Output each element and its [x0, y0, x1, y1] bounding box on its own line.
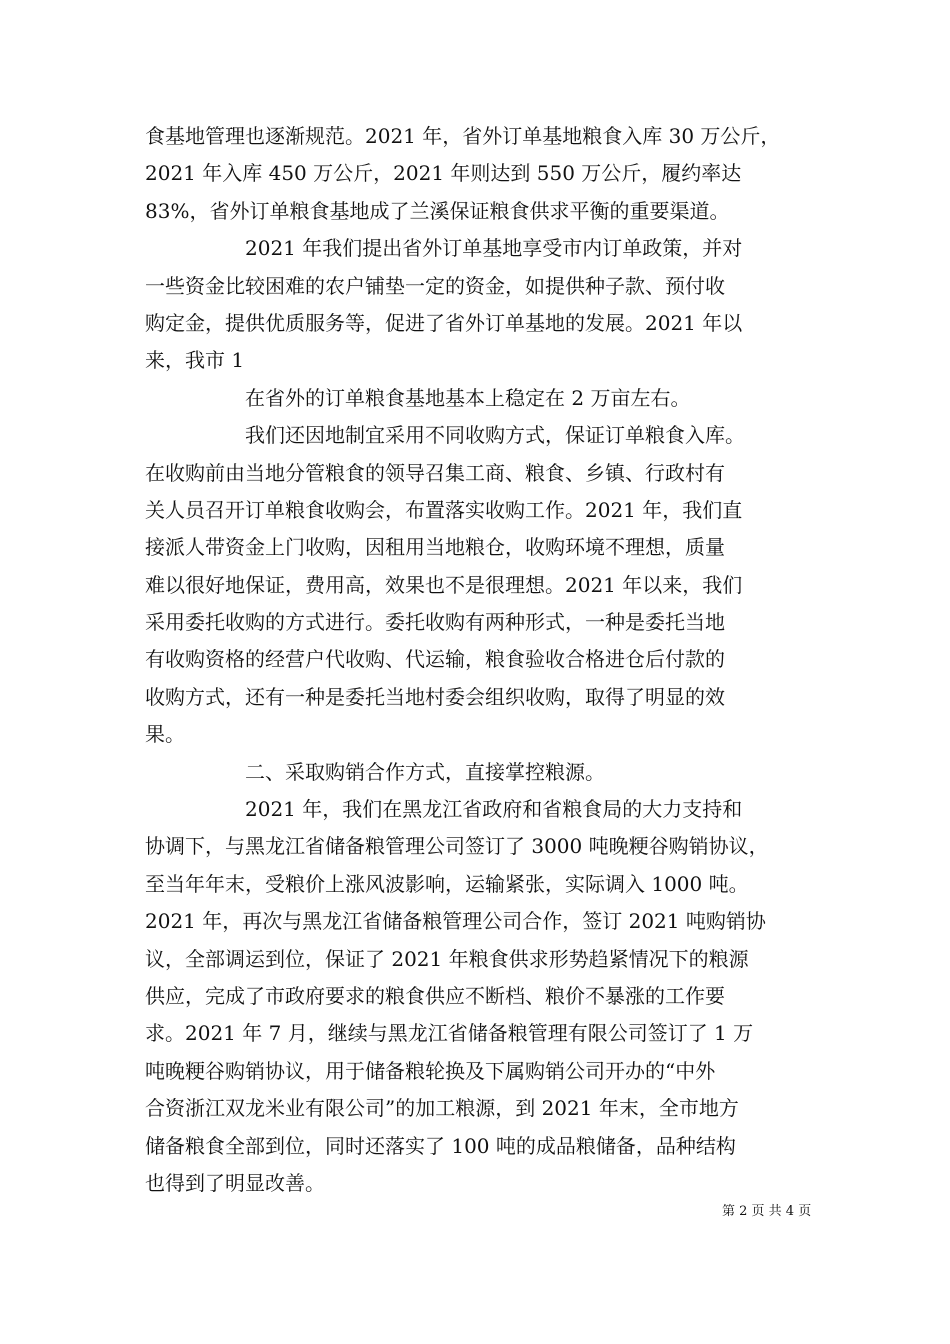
text-line: 收购方式，还有一种是委托当地村委会组织收购，取得了明显的效 [145, 684, 725, 709]
text-line: 在收购前由当地分管粮食的领导召集工商、粮食、乡镇、行政村有 [145, 460, 725, 485]
text-line: 难以很好地保证，费用高，效果也不是很理想。2021 年以来，我们 [145, 572, 743, 597]
text-line: 一些资金比较困难的农户铺垫一定的资金，如提供种子款、预付收 [145, 273, 725, 298]
text-line: 有收购资格的经营户代收购、代运输，粮食验收合格进仓后付款的 [145, 647, 725, 672]
text-line: 议，全部调运到位，保证了 2021 年粮食供求形势趋紧情况下的粮源 [145, 946, 749, 971]
text-line: 果。 [145, 722, 185, 747]
body-text [145, 118, 810, 1202]
text-line: 接派人带资金上门收购，因租用当地粮仓，收购环境不理想，质量 [145, 535, 725, 560]
text-line: 2021 年入库 450 万公斤，2021 年则达到 550 万公斤，履约率达 [145, 161, 742, 186]
text-line: 至当年年末，受粮价上涨风波影响，运输紧张，实际调入 1000 吨。 [145, 871, 749, 896]
text-line: 合资浙江双龙米业有限公司”的加工粮源，到 2021 年末，全市地方 [145, 1096, 739, 1121]
text-line: 吨晚粳谷购销协议，用于储备粮轮换及下属购销公司开办的“中外 [145, 1058, 716, 1083]
text-line: 83%，省外订单粮食基地成了兰溪保证粮食供求平衡的重要渠道。 [145, 198, 730, 223]
text-line: 采用委托收购的方式进行。委托收购有两种形式，一种是委托当地 [145, 610, 725, 635]
page-number: 第 2 页 共 4 页 [722, 1204, 812, 1219]
text-line: 我们还因地制宜采用不同收购方式，保证订单粮食入库。 [245, 423, 745, 448]
text-line: 购定金，提供优质服务等，促进了省外订单基地的发展。2021 年以 [145, 310, 743, 335]
text-line: 协调下，与黑龙江省储备粮管理公司签订了 3000 吨晚粳谷购销协议， [145, 834, 769, 859]
text-line: 食基地管理也逐渐规范。2021 年，省外订单基地粮食入库 30 万公斤， [145, 124, 781, 148]
text-line: 2021 年，我们在黑龙江省政府和省粮食局的大力支持和 [245, 797, 743, 822]
text-line: 供应，完成了市政府要求的粮食供应不断档、粮价不暴涨的工作要 [145, 983, 725, 1008]
text-line: 2021 年，再次与黑龙江省储备粮管理公司合作，签订 2021 吨购销协 [145, 909, 766, 934]
text-line: 关人员召开订单粮食收购会，布置落实收购工作。2021 年，我们直 [145, 497, 743, 522]
text-line: 也得到了明显改善。 [145, 1170, 325, 1195]
text-line: 在省外的订单粮食基地基本上稳定在 2 万亩左右。 [245, 385, 691, 410]
text-line: 2021 年我们提出省外订单基地享受市内订单政策，并对 [245, 236, 743, 261]
text-line: 求。2021 年 7 月，继续与黑龙江省储备粮管理有限公司签订了 1 万 [145, 1021, 754, 1046]
text-line: 来，我市 1 [145, 348, 245, 373]
text-line: 储备粮食全部到位，同时还落实了 100 吨的成品粮储备，品种结构 [145, 1133, 736, 1158]
text-line: 二、采取购销合作方式，直接掌控粮源。 [245, 759, 605, 784]
